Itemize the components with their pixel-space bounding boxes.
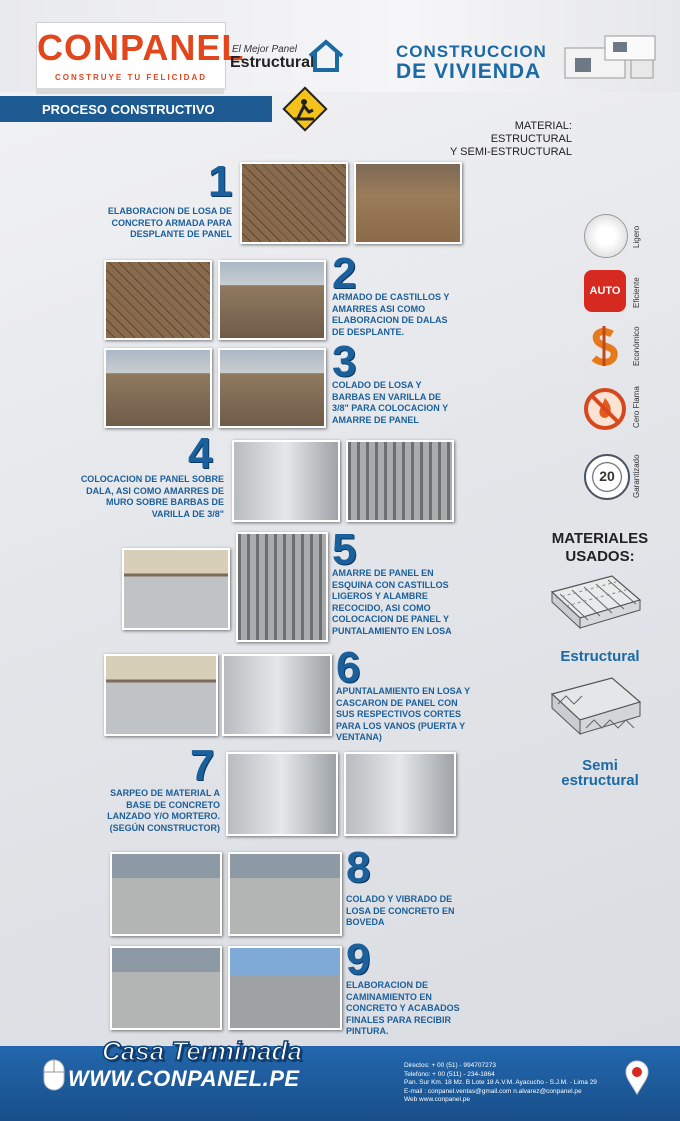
logo-tagline: CONSTRUYE TU FELICIDAD [55, 73, 207, 82]
step-9-photo-b [228, 946, 342, 1030]
materials-heading [538, 530, 662, 566]
estructural-panel-image [546, 572, 646, 642]
step-6-photo-b [222, 654, 332, 736]
material-estructural-label: Estructural [560, 648, 640, 665]
contact-info [404, 1062, 597, 1105]
feature-label-economico: Económico [632, 326, 641, 366]
contact-direccion: Pan. Sur Km. 18 Mz. B Lote 18 A.V.M. Ayacucho - S.J.M. - Lima 29 [404, 1079, 597, 1087]
step-number-6: 6 [336, 643, 361, 692]
slogan-big: Estructural [230, 54, 315, 71]
step-8-photo-a [110, 852, 222, 936]
material-line2: Y SEMI-ESTRUCTURAL [449, 146, 572, 158]
step-number-3: 3 [332, 337, 357, 386]
step-number-2: 2 [332, 249, 357, 298]
step-text-6: APUNTALAMIENTO EN LOSA Y CASCARON DE PANEL CON SUS RESPECTIVOS CORTES PARA LOS VANOS (PUERTA Y VENTANA) [336, 686, 471, 742]
step-text-4: COLOCACION DE PANEL SOBRE DALA, ASI COMO AMARRES DE MURO SOBRE BARBAS DE VARILLA DE 3/8" [80, 474, 224, 519]
step-text-1: ELABORACION DE LOSA DE CONCRETO ARMADA PARA DESPLANTE DE PANEL [107, 206, 232, 239]
step-number-9: 9 [346, 935, 371, 984]
semi-line1: Semi [582, 757, 618, 774]
step-text-7: SARPEO DE MATERIAL A BASE DE CONCRETO LANZADO Y/O MORTERO. (SEGÚN CONSTRUCTOR) [107, 788, 220, 833]
step-number-8: 8 [346, 843, 371, 892]
contact-email[interactable]: E-mail : conpanel.ventas@gmail.com n.alvarez@conpanel.pe [404, 1087, 582, 1095]
step-2-photo-b [218, 260, 326, 340]
step-3-photo-b [218, 348, 326, 428]
step-number-7: 7 [190, 741, 215, 790]
step-2-photo-a [104, 260, 212, 340]
feature-economico [584, 324, 641, 373]
construction-worker-sign-icon [282, 86, 328, 132]
step-3-photo-a [104, 348, 212, 428]
page-title [396, 42, 547, 84]
dollar-icon [584, 324, 626, 368]
house-outline-icon [306, 36, 346, 76]
step-text-3: COLADO DE LOSA Y BARBAS EN VARILLA DE 3/8" PARA COLOCACION Y AMARRE DE PANEL [332, 380, 448, 425]
section-bar-title: PROCESO CONSTRUCTIVO [42, 102, 215, 117]
step-9-photo-a [110, 946, 222, 1030]
step-text-2: ARMADO DE CASTILLOS Y AMARRES ASI COMO ELABORACION DE DALAS DE DESPLANTE. [332, 292, 450, 337]
material-label: MATERIAL: [514, 120, 572, 132]
logo-word: CONPANEL [37, 27, 245, 68]
feature-label-eficiente: Eficiente [632, 277, 641, 308]
step-text-8: COLADO Y VIBRADO DE LOSA DE CONCRETO EN BOVEDA [346, 894, 455, 927]
auto-construccion-icon: AUTO [584, 270, 626, 312]
feature-garantizado [584, 454, 641, 500]
step-1-photo-b [354, 162, 462, 244]
feature-label-ligero: Ligero [632, 225, 641, 248]
feather-icon [584, 214, 628, 258]
material-info [450, 120, 572, 159]
material-semi-estructural-label [538, 758, 662, 788]
feature-eficiente [584, 270, 641, 312]
step-4-photo-b [346, 440, 454, 522]
conpanel-logo[interactable] [36, 22, 245, 90]
mouse-icon [42, 1058, 66, 1092]
step-number-4: 4 [188, 429, 213, 478]
step-5-photo-a [122, 548, 230, 630]
step-1-photo-a [240, 162, 348, 244]
step-text-9: ELABORACION DE CAMINAMIENTO EN CONCRETO Y ACABADOS FINALES PARA RECIBIR PINTURA. [346, 980, 460, 1036]
logo-underline [36, 88, 224, 94]
step-8-photo-b [228, 852, 342, 936]
contact-telefono: Telefono: + 00 (511) - 234-1864 [404, 1070, 495, 1078]
contact-web[interactable]: Web www.conpanel.pe [404, 1096, 471, 1104]
website-link[interactable]: WWW.CONPANEL.PE [68, 1066, 300, 1091]
step-6-photo-a [104, 654, 218, 736]
no-fire-icon [584, 388, 626, 430]
materials-heading-line2: USADOS: [565, 548, 635, 565]
material-line1: ESTRUCTURAL [490, 133, 572, 145]
materials-heading-line1: MATERIALES [551, 530, 649, 547]
step-4-photo-a [232, 440, 340, 522]
title-line1: CONSTRUCCION [396, 42, 547, 61]
step-7-photo-a [226, 752, 338, 836]
map-pin-icon[interactable] [624, 1060, 650, 1096]
warranty-seal-icon: 20 [584, 454, 630, 500]
step-5-photo-b [236, 532, 328, 642]
casa-terminada-title: Casa Terminada [102, 1036, 302, 1066]
slogan-small: El Mejor Panel [232, 44, 298, 55]
feature-label-garantizado: Garantizado [632, 454, 641, 498]
semi-estructural-panel-image [546, 674, 646, 744]
step-7-photo-b [344, 752, 456, 836]
step-number-1: 1 [208, 157, 233, 206]
feature-ligero [584, 214, 641, 258]
feature-label-cero-flama: Cero Flama [632, 386, 641, 428]
title-line2: DE VIVIENDA [396, 60, 542, 83]
house-render-image [555, 30, 663, 86]
semi-line2: estructural [561, 772, 639, 789]
feature-cero-flama [584, 386, 641, 435]
step-text-5: AMARRE DE PANEL EN ESQUINA CON CASTILLOS LIGEROS Y ALAMBRE RECOCIDO, ASI COMO COLOCACION DE PANEL Y PUNTALAMIENTO EN LOSA [332, 568, 452, 636]
step-number-5: 5 [332, 525, 357, 574]
contact-directos: Directos: + 00 (51) - 994707273 [404, 1062, 496, 1069]
